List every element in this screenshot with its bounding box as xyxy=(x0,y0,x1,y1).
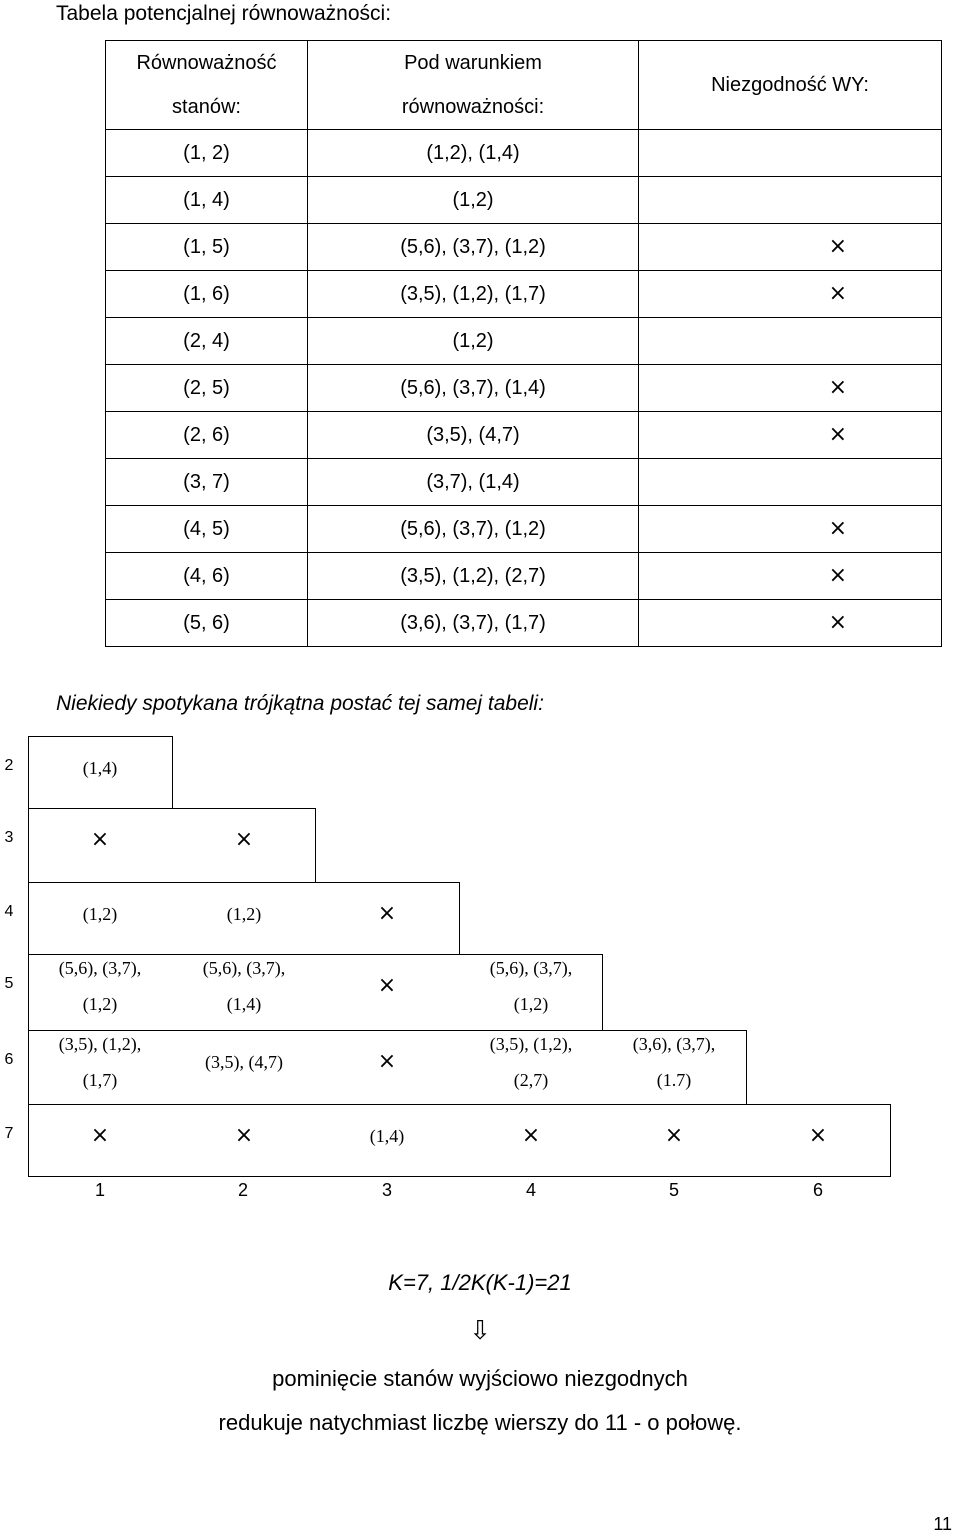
grid-line xyxy=(28,882,459,883)
cell-text: (1,4) xyxy=(369,1126,405,1146)
triangle-cell xyxy=(30,1026,170,1098)
cross-mark-icon: × xyxy=(828,374,847,400)
cross-mark-icon: × xyxy=(521,1123,541,1148)
cell-text: (2,7) xyxy=(513,1070,549,1090)
triangle-row-label: 2 xyxy=(4,757,14,774)
table-row xyxy=(106,412,942,459)
triangle-col-label: 4 xyxy=(525,1180,536,1200)
table-row xyxy=(106,224,942,271)
state-pair-cell: (1, 5) xyxy=(106,224,308,271)
cross-mark-icon: × xyxy=(90,827,110,852)
triangle-col-label: 2 xyxy=(237,1180,248,1200)
state-pair-cell: (1, 4) xyxy=(106,177,308,224)
condition-cell: (5,6), (3,7), (1,4) xyxy=(308,365,639,412)
triangle-cell xyxy=(30,950,170,1022)
incompatibility-cell xyxy=(639,412,942,459)
page-number: 11 xyxy=(933,1514,952,1534)
formula: K=7, 1/2K(K-1)=21 xyxy=(388,1270,572,1295)
incompatibility-cell xyxy=(639,177,942,224)
cross-mark-icon: × xyxy=(828,515,847,541)
triangle-cell xyxy=(748,1118,888,1154)
page-title: Tabela potencjalnej równoważności: xyxy=(56,2,392,25)
incompatibility-cell xyxy=(639,271,942,318)
triangle-cell xyxy=(461,1026,601,1098)
table-row xyxy=(106,600,942,647)
cross-mark-icon: × xyxy=(377,901,397,926)
triangle-cell xyxy=(604,1026,744,1098)
cell-text: (1.7) xyxy=(656,1070,692,1090)
state-pair-cell: (5, 6) xyxy=(106,600,308,647)
cell-text: (5,6), (3,7), xyxy=(58,958,142,978)
cell-text: (1,2) xyxy=(513,994,549,1014)
state-pair-cell: (3, 7) xyxy=(106,459,308,506)
grid-line xyxy=(746,1030,747,1105)
cell-text: (5,6), (3,7), xyxy=(489,958,573,978)
grid-line xyxy=(28,1104,890,1105)
incompatibility-cell xyxy=(639,459,942,506)
cross-mark-icon: × xyxy=(377,1049,397,1074)
incompatibility-cell xyxy=(639,130,942,177)
triangle-cell xyxy=(317,1044,457,1080)
state-pair-cell: (1, 2) xyxy=(106,130,308,177)
grid-line xyxy=(315,808,316,883)
state-pair-cell: (2, 5) xyxy=(106,365,308,412)
triangle-cell xyxy=(30,1118,170,1154)
cell-text: (3,5), (1,2), xyxy=(58,1034,142,1054)
triangle-row-label: 4 xyxy=(4,903,14,920)
triangle-cell xyxy=(461,1118,601,1154)
triangle-cell xyxy=(461,950,601,1022)
triangle-row-label: 6 xyxy=(4,1051,14,1068)
cell-text: (3,5), (4,7) xyxy=(205,1052,283,1072)
incompatibility-cell xyxy=(639,318,942,365)
cross-mark-icon: × xyxy=(664,1123,684,1148)
conclusion-line-2: redukuje natychmiast liczbę wierszy do 11 - o połowę. xyxy=(218,1410,742,1435)
triangle-cell xyxy=(604,1118,744,1154)
triangle-cell xyxy=(174,950,314,1022)
cross-mark-icon: × xyxy=(377,973,397,998)
cell-text: (3,6), (3,7), xyxy=(632,1034,716,1054)
triangle-cell xyxy=(174,896,314,932)
triangle-row-label: 7 xyxy=(4,1125,14,1142)
condition-cell: (1,2) xyxy=(308,177,639,224)
state-pair-cell: (2, 6) xyxy=(106,412,308,459)
table-row xyxy=(106,365,942,412)
table-row xyxy=(106,553,942,600)
table-row xyxy=(106,506,942,553)
cell-text: (3,5), (1,2), xyxy=(489,1034,573,1054)
cross-mark-icon: × xyxy=(828,421,847,447)
grid-line xyxy=(602,954,603,1031)
triangle-col-label: 1 xyxy=(94,1180,105,1200)
cross-mark-icon: × xyxy=(90,1123,110,1148)
cross-mark-icon: × xyxy=(828,280,847,306)
table-header-row xyxy=(106,41,942,130)
grid-line xyxy=(28,808,315,809)
incompatibility-cell xyxy=(639,224,942,271)
triangle-cell xyxy=(317,896,457,932)
triangle-cell xyxy=(174,1118,314,1154)
condition-cell: (3,6), (3,7), (1,7) xyxy=(308,600,639,647)
table-row xyxy=(106,177,942,224)
table-row xyxy=(106,271,942,318)
table-row xyxy=(106,459,942,506)
condition-cell: (3,5), (4,7) xyxy=(308,412,639,459)
grid-line xyxy=(28,1176,891,1177)
state-pair-cell: (4, 5) xyxy=(106,506,308,553)
triangle-cell xyxy=(30,750,170,786)
triangle-cell xyxy=(317,1118,457,1154)
cross-mark-icon: × xyxy=(828,562,847,588)
cross-mark-icon: × xyxy=(828,233,847,259)
condition-cell: (1,2), (1,4) xyxy=(308,130,639,177)
triangle-cell xyxy=(30,822,170,858)
cell-text: (1,4) xyxy=(226,994,262,1014)
state-pair-cell: (1, 6) xyxy=(106,271,308,318)
triangle-cell xyxy=(317,968,457,1004)
equivalence-table xyxy=(105,40,942,647)
cross-mark-icon: × xyxy=(234,1123,254,1148)
incompatibility-cell xyxy=(639,600,942,647)
triangle-cell xyxy=(30,896,170,932)
triangle-row-label: 5 xyxy=(4,975,14,992)
header-condition: Pod warunkiem równoważności: xyxy=(308,41,639,130)
condition-cell: (3,5), (1,2), (1,7) xyxy=(308,271,639,318)
triangle-row-label: 3 xyxy=(4,829,14,846)
grid-line xyxy=(172,736,173,809)
cell-text: (1,4) xyxy=(82,758,118,778)
condition-cell: (3,5), (1,2), (2,7) xyxy=(308,553,639,600)
cell-text: (1,2) xyxy=(82,904,118,924)
grid-line xyxy=(890,1104,891,1177)
cross-mark-icon: × xyxy=(234,827,254,852)
triangle-col-label: 5 xyxy=(668,1180,679,1200)
condition-cell: (1,2) xyxy=(308,318,639,365)
incompatibility-cell xyxy=(639,506,942,553)
triangle-col-label: 6 xyxy=(812,1180,823,1200)
down-arrow-icon: ⇩ xyxy=(469,1316,491,1346)
table-row xyxy=(106,130,942,177)
state-pair-cell: (2, 4) xyxy=(106,318,308,365)
triangle-cell xyxy=(174,822,314,858)
cell-text: (5,6), (3,7), xyxy=(202,958,286,978)
grid-line xyxy=(28,736,29,1176)
cell-text: (1,2) xyxy=(226,904,262,924)
cross-mark-icon: × xyxy=(808,1123,828,1148)
conclusion-line-1: pominięcie stanów wyjściowo niezgodnych xyxy=(272,1366,688,1391)
cross-mark-icon: × xyxy=(828,609,847,635)
triangle-col-label: 3 xyxy=(381,1180,392,1200)
state-pair-cell: (4, 6) xyxy=(106,553,308,600)
grid-line xyxy=(28,736,172,737)
table-row xyxy=(106,318,942,365)
incompatibility-cell xyxy=(639,553,942,600)
header-output-incompatibility: Niezgodność WY: xyxy=(639,41,942,130)
condition-cell: (3,7), (1,4) xyxy=(308,459,639,506)
incompatibility-cell xyxy=(639,365,942,412)
triangle-subtitle: Niekiedy spotykana trójkątna postać tej samej tabeli: xyxy=(56,692,544,715)
condition-cell: (5,6), (3,7), (1,2) xyxy=(308,224,639,271)
cell-text: (1,2) xyxy=(82,994,118,1014)
header-state-equivalence: Równoważność stanów: xyxy=(106,41,308,130)
grid-line xyxy=(459,882,460,955)
cell-text: (1,7) xyxy=(82,1070,118,1090)
triangle-cell xyxy=(174,1044,314,1080)
condition-cell: (5,6), (3,7), (1,2) xyxy=(308,506,639,553)
